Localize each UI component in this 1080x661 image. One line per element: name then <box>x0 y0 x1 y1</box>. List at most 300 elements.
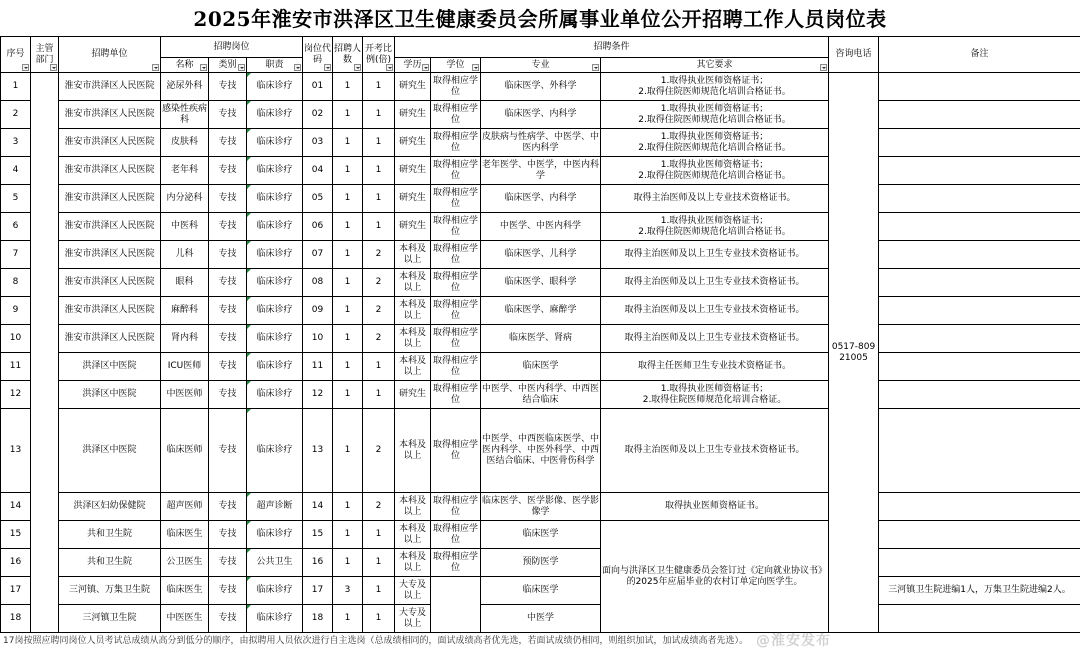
cell-edu: 大专及以上 <box>395 605 431 633</box>
table-row <box>1 73 1080 101</box>
cell-ratio: 2 <box>363 297 395 325</box>
cell-unit: 淮安市洪泽区人民医院 <box>59 157 161 185</box>
cell-num: 1 <box>333 409 363 493</box>
table-row <box>1 493 1080 521</box>
cell-post-kind-text: 临床诊疗 <box>256 529 293 539</box>
cell-ratio: 1 <box>363 213 395 241</box>
cell-degree: 取得相应学位 <box>431 73 481 101</box>
cell-other: 取得主治医师及以上卫生专业技术资格证书。 <box>601 297 829 325</box>
cell-edu: 本科及以上 <box>395 493 431 521</box>
cell-remark <box>879 409 1080 493</box>
table-row <box>1 521 1080 549</box>
cell-edu: 本科及以上 <box>395 325 431 353</box>
cell-other: 取得执业医师资格证书。 <box>601 493 829 521</box>
cell-dept <box>31 73 59 633</box>
cell-major: 临床医学、内科学 <box>481 101 601 129</box>
comment-marker-icon <box>247 297 251 301</box>
cell-post-name: 临床医师 <box>161 409 209 493</box>
cell-major: 中医学、中医内科学 <box>481 213 601 241</box>
cell-seq: 9 <box>1 297 31 325</box>
cell-post-type: 专技 <box>209 101 247 129</box>
cell-unit: 洪泽区中医院 <box>59 409 161 493</box>
cell-edu: 研究生 <box>395 73 431 101</box>
cell-num: 1 <box>333 269 363 297</box>
cell-post-kind <box>247 241 303 269</box>
cell-seq: 2 <box>1 101 31 129</box>
cell-degree: 取得相应学位 <box>431 493 481 521</box>
watermark: @淮安发布 <box>756 633 831 649</box>
cell-post-name: 老年科 <box>161 157 209 185</box>
cell-other: 取得主治医师及以上卫生专业技术资格证书。 <box>601 325 829 353</box>
cell-degree: 取得相应学位 <box>431 129 481 157</box>
cell-post-type: 专技 <box>209 549 247 577</box>
cell-post-kind <box>247 213 303 241</box>
cell-remark <box>879 269 1080 297</box>
cell-major: 预防医学 <box>481 549 601 577</box>
cell-post-name: 超声医师 <box>161 493 209 521</box>
cell-ratio: 2 <box>363 409 395 493</box>
cell-post-type: 专技 <box>209 157 247 185</box>
cell-seq: 1 <box>1 73 31 101</box>
page-title: 2025年淮安市洪泽区卫生健康委员会所属事业单位公开招聘工作人员岗位表 <box>193 7 887 31</box>
cell-code: 18 <box>303 605 333 633</box>
cell-post-kind-text: 临床诊疗 <box>256 585 293 595</box>
cell-seq: 16 <box>1 549 31 577</box>
comment-marker-icon <box>247 101 251 105</box>
comment-marker-icon <box>247 381 251 385</box>
cell-post-kind-text: 临床诊疗 <box>256 333 293 343</box>
cell-post-kind <box>247 353 303 381</box>
cell-num: 1 <box>333 325 363 353</box>
cell-post-kind-text: 临床诊疗 <box>256 389 293 399</box>
cell-major: 皮肤病与性病学、中医学、中医内科学 <box>481 129 601 157</box>
header-phone: 咨询电话 <box>829 37 879 73</box>
cell-ratio: 2 <box>363 241 395 269</box>
cell-other: 取得主治医师及以上专业技术资格证书。 <box>601 185 829 213</box>
cell-post-type: 专技 <box>209 129 247 157</box>
cell-edu: 本科及以上 <box>395 353 431 381</box>
cell-degree: 取得相应学位 <box>431 325 481 353</box>
cell-degree: 取得相应学位 <box>431 297 481 325</box>
cell-degree: 取得相应学位 <box>431 549 481 577</box>
cell-degree: 取得相应学位 <box>431 409 481 493</box>
cell-remark <box>879 241 1080 269</box>
header-degree[interactable]: 学位 <box>431 58 481 73</box>
cell-code: 04 <box>303 157 333 185</box>
cell-post-kind <box>247 101 303 129</box>
table-row <box>1 213 1080 241</box>
cell-post-type: 专技 <box>209 297 247 325</box>
cell-code: 11 <box>303 353 333 381</box>
cell-ratio: 1 <box>363 577 395 605</box>
cell-unit: 共和卫生院 <box>59 549 161 577</box>
cell-remark <box>879 129 1080 157</box>
cell-unit: 洪泽区妇幼保健院 <box>59 493 161 521</box>
cell-num: 1 <box>333 73 363 101</box>
cell-num: 1 <box>333 101 363 129</box>
comment-marker-icon <box>247 73 251 77</box>
cell-post-type: 专技 <box>209 577 247 605</box>
cell-edu: 大专及以上 <box>395 577 431 605</box>
cell-post-kind-text: 临床诊疗 <box>256 305 293 315</box>
table-row <box>1 297 1080 325</box>
cell-num: 1 <box>333 605 363 633</box>
table-row <box>1 353 1080 381</box>
cell-edu: 本科及以上 <box>395 409 431 493</box>
cell-unit: 淮安市洪泽区人民医院 <box>59 101 161 129</box>
cell-post-name: 儿科 <box>161 241 209 269</box>
cell-other: 1.取得执业医师资格证书； 2.取得住院医师规范化培训合格证。 <box>601 381 829 409</box>
table-row <box>1 409 1080 493</box>
header-post-name[interactable]: 名称 <box>161 58 209 73</box>
cell-ratio: 1 <box>363 605 395 633</box>
table-row <box>1 325 1080 353</box>
cell-remark <box>879 605 1080 633</box>
cell-post-kind-text: 临床诊疗 <box>256 613 293 623</box>
cell-seq: 13 <box>1 409 31 493</box>
cell-degree <box>431 577 481 633</box>
cell-major: 临床医学、眼科学 <box>481 269 601 297</box>
cell-ratio: 1 <box>363 73 395 101</box>
cell-code: 01 <box>303 73 333 101</box>
cell-seq: 8 <box>1 269 31 297</box>
cell-remark <box>879 297 1080 325</box>
cell-other: 面向与洪泽区卫生健康委员会签订过《定向就业协议书》的2025年应届毕业的农村订单定向医学生。 <box>601 521 829 633</box>
comment-marker-icon <box>247 353 251 357</box>
header-ratio[interactable]: 开考比例(倍) <box>363 37 395 73</box>
cell-remark <box>879 493 1080 521</box>
cell-post-kind-text: 临床诊疗 <box>256 81 293 91</box>
cell-code: 03 <box>303 129 333 157</box>
cell-post-name: 感染性疾病科 <box>161 101 209 129</box>
cell-other: 取得主治医师及以上卫生专业技术资格证书。 <box>601 269 829 297</box>
cell-post-type: 专技 <box>209 73 247 101</box>
cell-seq: 7 <box>1 241 31 269</box>
cell-post-type: 专技 <box>209 185 247 213</box>
cell-ratio: 1 <box>363 381 395 409</box>
cell-code: 16 <box>303 549 333 577</box>
cell-post-kind-text: 临床诊疗 <box>256 249 293 259</box>
cell-post-type: 专技 <box>209 381 247 409</box>
header-cond-group: 招聘条件 <box>395 37 829 58</box>
cell-other: 1.取得执业医师资格证书； 2.取得住院医师规范化培训合格证书。 <box>601 101 829 129</box>
cell-remark <box>879 213 1080 241</box>
cell-seq: 11 <box>1 353 31 381</box>
comment-marker-icon <box>247 157 251 161</box>
cell-num: 1 <box>333 185 363 213</box>
cell-seq: 14 <box>1 493 31 521</box>
cell-post-kind <box>247 409 303 493</box>
cell-post-kind-text: 临床诊疗 <box>256 109 293 119</box>
cell-other: 1.取得执业医师资格证书； 2.取得住院医师规范化培训合格证书。 <box>601 157 829 185</box>
cell-post-type: 专技 <box>209 521 247 549</box>
cell-num: 1 <box>333 213 363 241</box>
cell-remark <box>879 185 1080 213</box>
cell-seq: 6 <box>1 213 31 241</box>
cell-major: 老年医学、中医学，中医内科学 <box>481 157 601 185</box>
cell-degree: 取得相应学位 <box>431 157 481 185</box>
cell-post-kind <box>247 577 303 605</box>
cell-unit: 淮安市洪泽区人民医院 <box>59 297 161 325</box>
cell-post-name: 临床医生 <box>161 577 209 605</box>
cell-other: 1.取得执业医师资格证书； 2.取得住院医师规范化培训合格证书。 <box>601 73 829 101</box>
cell-other: 1.取得执业医师资格证书； 2.取得住院医师规范化培训合格证书。 <box>601 129 829 157</box>
cell-post-name: 中医医生 <box>161 605 209 633</box>
comment-marker-icon <box>247 549 251 553</box>
cell-num: 1 <box>333 129 363 157</box>
cell-major: 临床医学、麻醉学 <box>481 297 601 325</box>
cell-code: 08 <box>303 269 333 297</box>
cell-post-name: 内分泌科 <box>161 185 209 213</box>
cell-code: 12 <box>303 381 333 409</box>
cell-num: 3 <box>333 577 363 605</box>
comment-marker-icon <box>247 325 251 329</box>
cell-post-type: 专技 <box>209 493 247 521</box>
cell-major: 临床医学、儿科学 <box>481 241 601 269</box>
cell-seq: 10 <box>1 325 31 353</box>
cell-major: 临床医学 <box>481 577 601 605</box>
comment-marker-icon <box>247 129 251 133</box>
table-row <box>1 157 1080 185</box>
header-major[interactable]: 专业 <box>481 58 601 73</box>
cell-post-type: 专技 <box>209 353 247 381</box>
cell-code: 09 <box>303 297 333 325</box>
cell-num: 1 <box>333 241 363 269</box>
cell-post-kind-text: 公共卫生 <box>256 557 293 567</box>
cell-code: 17 <box>303 577 333 605</box>
cell-post-name: 眼科 <box>161 269 209 297</box>
cell-edu: 研究生 <box>395 101 431 129</box>
cell-unit: 淮安市洪泽区人民医院 <box>59 213 161 241</box>
comment-marker-icon <box>247 577 251 581</box>
cell-ratio: 1 <box>363 521 395 549</box>
cell-edu: 本科及以上 <box>395 549 431 577</box>
header-remark: 备注 <box>879 37 1080 73</box>
cell-ratio: 1 <box>363 129 395 157</box>
cell-ratio: 1 <box>363 549 395 577</box>
cell-degree: 取得相应学位 <box>431 269 481 297</box>
cell-unit: 三河镇、万集卫生院 <box>59 577 161 605</box>
cell-post-kind <box>247 493 303 521</box>
cell-remark <box>879 381 1080 409</box>
cell-other: 1.取得执业医师资格证书； 2.取得住院医师规范化培训合格证书。 <box>601 213 829 241</box>
cell-post-type: 专技 <box>209 325 247 353</box>
comment-marker-icon <box>247 521 251 525</box>
cell-remark: 三河镇卫生院进编1人，万集卫生院进编2人。 <box>879 577 1080 605</box>
cell-ratio: 2 <box>363 493 395 521</box>
table-row <box>1 381 1080 409</box>
cell-post-name: 皮肤科 <box>161 129 209 157</box>
cell-remark <box>879 73 1080 101</box>
header-post-kind[interactable]: 职责 <box>247 58 303 73</box>
header-edu[interactable]: 学历 <box>395 58 431 73</box>
cell-other: 取得主任医师卫生专业技术资格证书。 <box>601 353 829 381</box>
cell-post-kind <box>247 73 303 101</box>
cell-post-kind <box>247 269 303 297</box>
cell-degree: 取得相应学位 <box>431 101 481 129</box>
cell-edu: 研究生 <box>395 129 431 157</box>
cell-other: 取得主治医师及以上卫生专业技术资格证书。 <box>601 409 829 493</box>
table-row <box>1 129 1080 157</box>
cell-edu: 研究生 <box>395 213 431 241</box>
footer-note: 17岗按照应聘同岗位人员考试总成绩从高分到低分的顺序，由拟聘用人员依次进行自主选岗（总成绩相同的，面试成绩高者优先选，若面试成绩仍相同，则组织加试，加试成绩高者先选）。 <box>3 636 748 646</box>
cell-remark <box>879 101 1080 129</box>
cell-unit: 共和卫生院 <box>59 521 161 549</box>
cell-post-kind <box>247 185 303 213</box>
cell-degree: 取得相应学位 <box>431 241 481 269</box>
cell-post-kind <box>247 605 303 633</box>
cell-post-name: 肾内科 <box>161 325 209 353</box>
cell-unit: 淮安市洪泽区人民医院 <box>59 185 161 213</box>
cell-major: 临床医学、内科学 <box>481 185 601 213</box>
cell-unit: 三河镇卫生院 <box>59 605 161 633</box>
table-row <box>1 269 1080 297</box>
cell-major: 临床医学 <box>481 353 601 381</box>
cell-code: 10 <box>303 325 333 353</box>
cell-other: 取得主治医师及以上卫生专业技术资格证书。 <box>601 241 829 269</box>
cell-ratio: 1 <box>363 157 395 185</box>
cell-post-type: 专技 <box>209 269 247 297</box>
cell-num: 1 <box>333 381 363 409</box>
cell-seq: 17 <box>1 577 31 605</box>
cell-post-kind-text: 临床诊疗 <box>256 361 293 371</box>
cell-post-kind-text: 临床诊疗 <box>256 165 293 175</box>
cell-post-kind <box>247 325 303 353</box>
cell-edu: 研究生 <box>395 157 431 185</box>
cell-num: 1 <box>333 549 363 577</box>
cell-unit: 淮安市洪泽区人民医院 <box>59 73 161 101</box>
cell-seq: 12 <box>1 381 31 409</box>
cell-post-name: 中医科 <box>161 213 209 241</box>
header-post-group: 招聘岗位 <box>161 37 303 58</box>
cell-code: 15 <box>303 521 333 549</box>
cell-edu: 本科及以上 <box>395 297 431 325</box>
cell-num: 1 <box>333 297 363 325</box>
cell-num: 1 <box>333 493 363 521</box>
cell-unit: 淮安市洪泽区人民医院 <box>59 269 161 297</box>
cell-num: 1 <box>333 353 363 381</box>
cell-post-kind <box>247 549 303 577</box>
cell-degree: 取得相应学位 <box>431 185 481 213</box>
header-code[interactable]: 岗位代码 <box>303 37 333 73</box>
table-row <box>1 241 1080 269</box>
cell-code: 05 <box>303 185 333 213</box>
cell-post-kind-text: 临床诊疗 <box>256 221 293 231</box>
cell-post-kind <box>247 381 303 409</box>
comment-marker-icon <box>247 269 251 273</box>
header-num[interactable]: 招聘人数 <box>333 37 363 73</box>
cell-post-name: 公卫医生 <box>161 549 209 577</box>
cell-major: 中医学 <box>481 605 601 633</box>
comment-marker-icon <box>247 213 251 217</box>
cell-code: 06 <box>303 213 333 241</box>
cell-seq: 5 <box>1 185 31 213</box>
header-post-type[interactable]: 类别 <box>209 58 247 73</box>
cell-degree: 取得相应学位 <box>431 521 481 549</box>
cell-degree: 取得相应学位 <box>431 353 481 381</box>
cell-code: 13 <box>303 409 333 493</box>
cell-edu: 本科及以上 <box>395 269 431 297</box>
cell-remark <box>879 549 1080 577</box>
cell-major: 临床医学、外科学 <box>481 73 601 101</box>
cell-post-kind <box>247 129 303 157</box>
cell-remark <box>879 157 1080 185</box>
header-dept[interactable]: 主管部门 <box>31 37 59 73</box>
table-row <box>1 605 1080 633</box>
cell-unit: 淮安市洪泽区人民医院 <box>59 129 161 157</box>
cell-major: 临床医学、医学影像、医学影像学 <box>481 493 601 521</box>
comment-marker-icon <box>247 185 251 189</box>
cell-unit: 洪泽区中医院 <box>59 381 161 409</box>
cell-major: 中医学、中西医临床医学、中医内科学、中医外科学、中西医结合临床、中医骨伤科学 <box>481 409 601 493</box>
comment-marker-icon <box>247 493 251 497</box>
comment-marker-icon <box>247 409 251 413</box>
cell-post-name: 泌尿外科 <box>161 73 209 101</box>
cell-ratio: 2 <box>363 269 395 297</box>
cell-edu: 研究生 <box>395 381 431 409</box>
cell-num: 1 <box>333 157 363 185</box>
cell-unit: 洪泽区中医院 <box>59 353 161 381</box>
cell-seq: 18 <box>1 605 31 633</box>
header-unit[interactable]: 招聘单位 <box>59 37 161 73</box>
cell-num: 1 <box>333 521 363 549</box>
cell-code: 14 <box>303 493 333 521</box>
cell-post-type: 专技 <box>209 605 247 633</box>
cell-post-kind-text: 临床诊疗 <box>256 193 293 203</box>
cell-post-kind <box>247 521 303 549</box>
header-other[interactable]: 其它要求 <box>601 58 829 73</box>
cell-major: 中医学、中医内科学、中西医结合临床 <box>481 381 601 409</box>
cell-ratio: 1 <box>363 353 395 381</box>
cell-ratio: 2 <box>363 325 395 353</box>
cell-degree: 取得相应学位 <box>431 381 481 409</box>
cell-remark <box>879 353 1080 381</box>
table-row <box>1 101 1080 129</box>
cell-post-kind-text: 超声诊断 <box>256 501 293 511</box>
cell-remark <box>879 521 1080 549</box>
cell-edu: 本科及以上 <box>395 521 431 549</box>
cell-unit: 淮安市洪泽区人民医院 <box>59 325 161 353</box>
table-row <box>1 577 1080 605</box>
table-row <box>1 549 1080 577</box>
cell-post-name: 麻醉科 <box>161 297 209 325</box>
cell-seq: 4 <box>1 157 31 185</box>
cell-major: 临床医学、肾病 <box>481 325 601 353</box>
cell-edu: 本科及以上 <box>395 241 431 269</box>
cell-post-name: 中医医师 <box>161 381 209 409</box>
cell-code: 02 <box>303 101 333 129</box>
cell-remark <box>879 325 1080 353</box>
cell-degree: 取得相应学位 <box>431 213 481 241</box>
cell-phone: 0517-80921005 <box>829 73 879 633</box>
cell-post-kind-text: 临床诊疗 <box>256 277 293 287</box>
cell-post-type: 专技 <box>209 409 247 493</box>
cell-post-kind-text: 临床诊疗 <box>256 445 293 455</box>
cell-post-kind <box>247 157 303 185</box>
table-row <box>1 185 1080 213</box>
cell-post-type: 专技 <box>209 213 247 241</box>
cell-post-name: 临床医生 <box>161 521 209 549</box>
cell-seq: 3 <box>1 129 31 157</box>
job-table <box>0 36 1080 633</box>
cell-post-type: 专技 <box>209 241 247 269</box>
cell-seq: 15 <box>1 521 31 549</box>
cell-post-name: ICU医师 <box>161 353 209 381</box>
cell-code: 07 <box>303 241 333 269</box>
cell-ratio: 1 <box>363 101 395 129</box>
header-seq[interactable]: 序号 <box>1 37 31 73</box>
cell-post-kind <box>247 297 303 325</box>
